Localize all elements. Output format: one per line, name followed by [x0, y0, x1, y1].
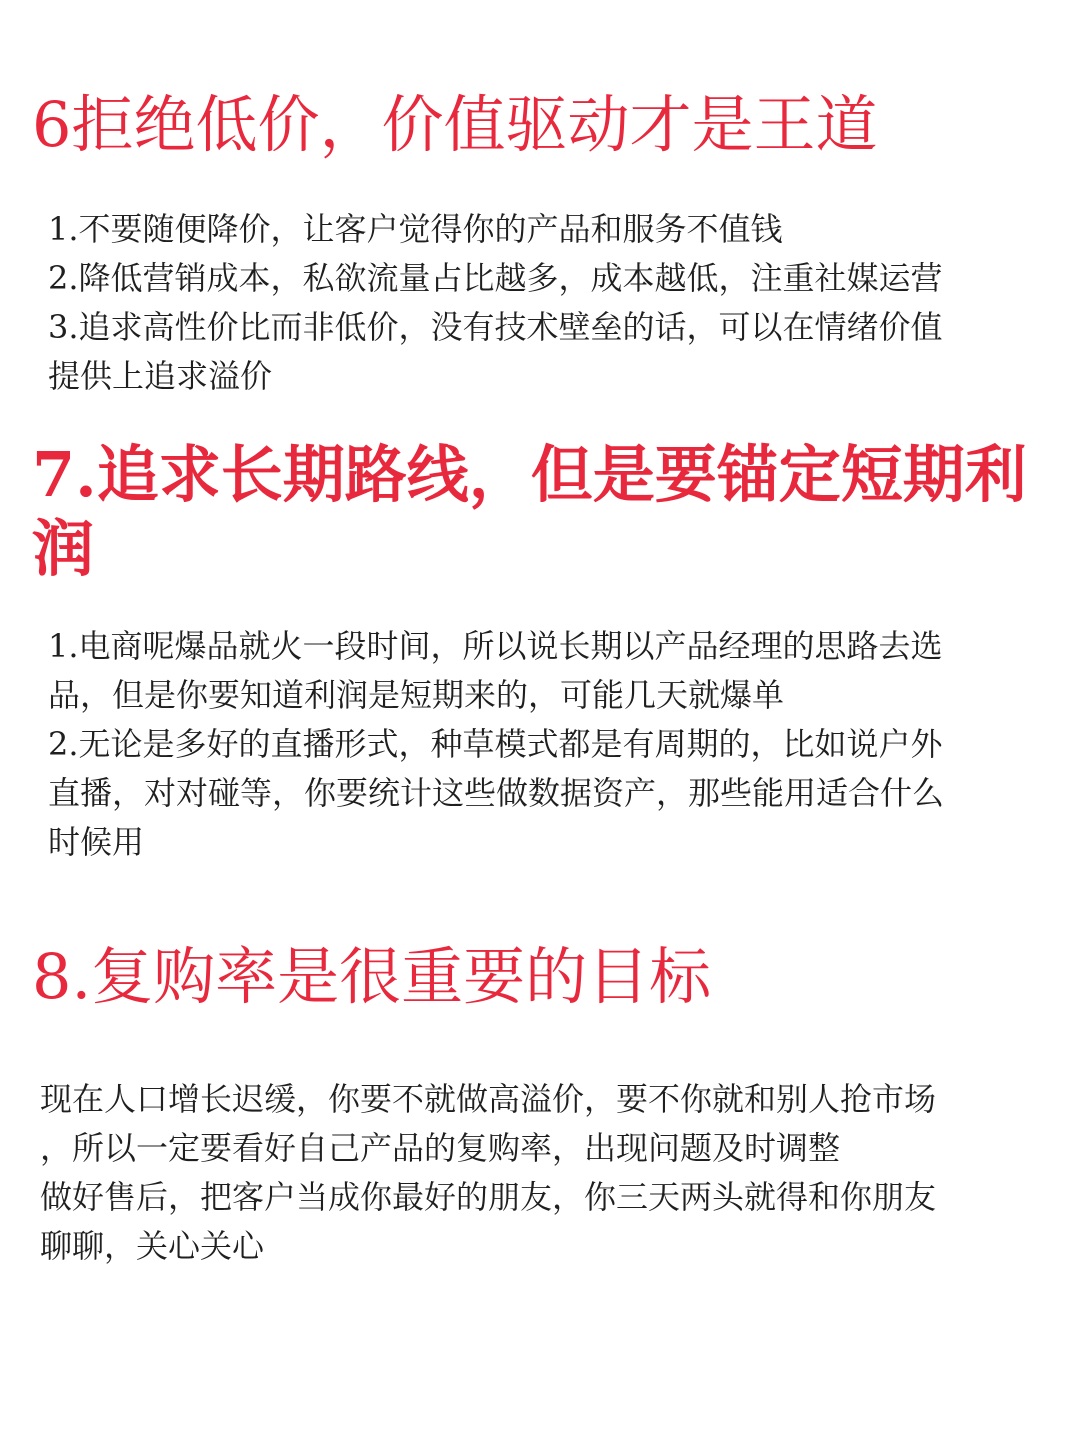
section-6-heading: 6拒绝低价，价值驱动才是王道	[32, 88, 878, 161]
section-7-heading: 7.追求长期路线，但是要锚定短期利 润	[32, 438, 1027, 585]
section-7-body: 1.电商呢爆品就火一段时间，所以说长期以产品经理的思路去选 品，但是你要知道利润是短期来的，可能几天就爆单 2.无论是多好的直播形式，种草模式都是有周期的，比如说户外 直播，对对碰等，你要统计这些做数据资产，那些能用适合什么 时候用	[48, 627, 945, 861]
section-8-heading: 8.复购率是很重要的目标	[32, 940, 712, 1013]
section-6-body: 1.不要随便降价，让客户觉得你的产品和服务不值钱 2.降低营销成本，私欲流量占比越多，成本越低，注重社媒运营 3.追求高性价比而非低价，没有技术壁垒的话，可以在情绪价值 提供上追求溢价	[48, 210, 943, 395]
section-8-body: 现在人口增长迟缓，你要不就做高溢价，要不你就和别人抢市场 ，所以一定要看好自己产品的复购率，出现问题及时调整 做好售后，把客户当成你最好的朋友，你三天两头就得和你朋友 聊聊，关心关心	[40, 1080, 937, 1265]
